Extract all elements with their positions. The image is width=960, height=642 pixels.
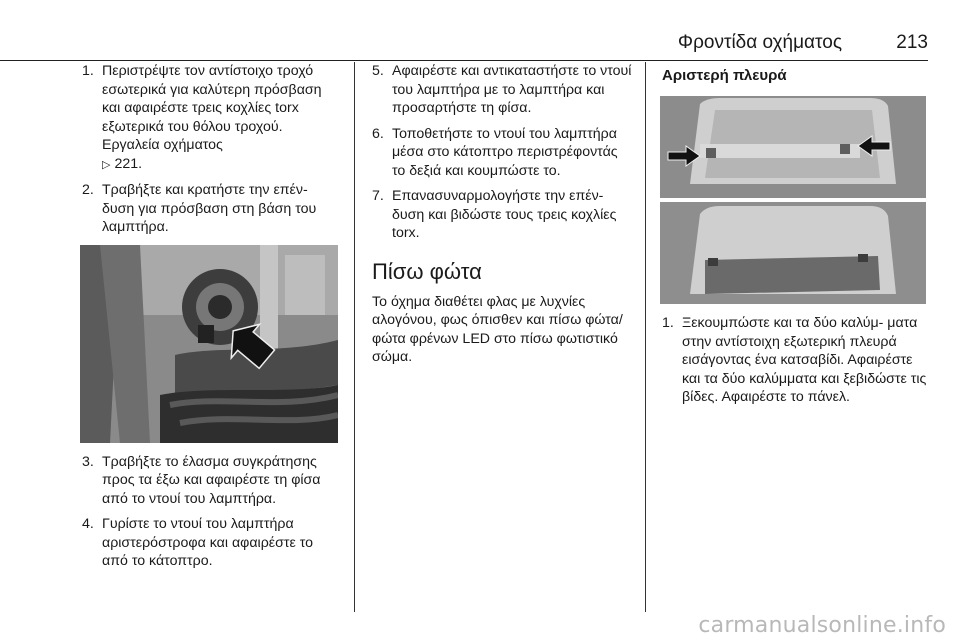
column-1 [82, 62, 340, 578]
step-item [82, 62, 340, 174]
step-item [372, 125, 634, 181]
subheading: Αριστερή πλευρά [662, 67, 787, 84]
steps-list-4 [662, 314, 928, 407]
step-item [82, 453, 340, 509]
step-number: 5. [372, 63, 384, 79]
steps-list-3 [372, 62, 634, 243]
column-3 [662, 62, 928, 414]
section-title: Πίσω φώτα [372, 258, 482, 284]
step-text: Τραβήξτε και κρατήστε την επέν- δυση για πρόσβαση στη βάση του λαμπτήρα. [102, 182, 317, 235]
reference-arrow-icon: ▷ [102, 158, 111, 171]
step-text: Γυρίστε το ντουί του λαμπτήρα αριστερόστροφα και αφαιρέστε το από το κάτοπτρο. [102, 516, 314, 569]
step-number: 7. [372, 188, 384, 204]
step-text: Περιστρέψτε τον αντίστοιχο τροχό εσωτερικά για καλύτερη πρόσβαση και αφαιρέστε τρεις κοχλίες torx εξωτερικά του θόλου τροχού. Εργαλεία οχήματος [102, 63, 322, 153]
step-item [662, 314, 928, 407]
step-text: Αφαιρέστε και αντικαταστήστε το ντουί του λαμπτήρα με το λαμπτήρα και προσαρτήστε τη φίσα. [392, 63, 632, 116]
steps-list-2 [82, 453, 340, 571]
step-item [82, 181, 340, 237]
page-number: 213 [896, 32, 928, 53]
watermark-text: carmanualsonline.info [698, 613, 946, 638]
page-title: Φροντίδα οχήματος [677, 32, 842, 53]
step-number: 6. [372, 125, 384, 142]
step-number: 1. [82, 63, 94, 79]
column-divider-1 [354, 62, 355, 612]
reference-page: 221. [114, 155, 143, 172]
step-text: Τοποθετήστε το ντουί του λαμπτήρα μέσα στο κάτοπτρο περιστρέφοντάς το δεξιά και κουμπώστε το. [392, 125, 618, 179]
step-number: 3. [82, 453, 94, 470]
step-number: 4. [82, 516, 94, 532]
step-number: 2. [82, 182, 94, 198]
column-2 [372, 62, 634, 367]
lamp-socket-photo [80, 245, 338, 443]
column-divider-2 [645, 62, 646, 612]
header-rule [0, 60, 928, 61]
step-text: Ξεκουμπώστε και τα δύο καλύμ- ματα στην αντίστοιχη εξωτερική πλευρά εισάγοντας ένα κατσαβίδι. Αφαιρέστε και τα δύο καλύμματα και ξεβιδώστε τις βίδες. Αφαιρέστε το πάνελ. [682, 315, 927, 405]
step-item [372, 62, 634, 118]
step-number: 1. [662, 315, 674, 331]
step-item [372, 187, 634, 243]
step-text: Τραβήξτε το έλασμα συγκράτησης προς τα έξω και αφαιρέστε τη φίσα από το ντουί του λαμπτήρα. [102, 453, 321, 507]
tail-lamp-panel-photo [660, 96, 926, 304]
step-item [82, 515, 340, 571]
section-paragraph: Το όχημα διαθέτει φλας με λυχνίες αλογόνου, φως όπισθεν και πίσω φώτα/φώτα φρένων LED στο πίσω φωτιστικό σώμα. [372, 293, 623, 365]
step-text: Επανασυναρμολογήστε την επέν- δυση και βιδώστε τους τρεις κοχλίες torx. [392, 188, 617, 241]
steps-list-1 [82, 62, 340, 237]
page-header [0, 30, 928, 56]
cross-reference[interactable] [102, 156, 142, 172]
